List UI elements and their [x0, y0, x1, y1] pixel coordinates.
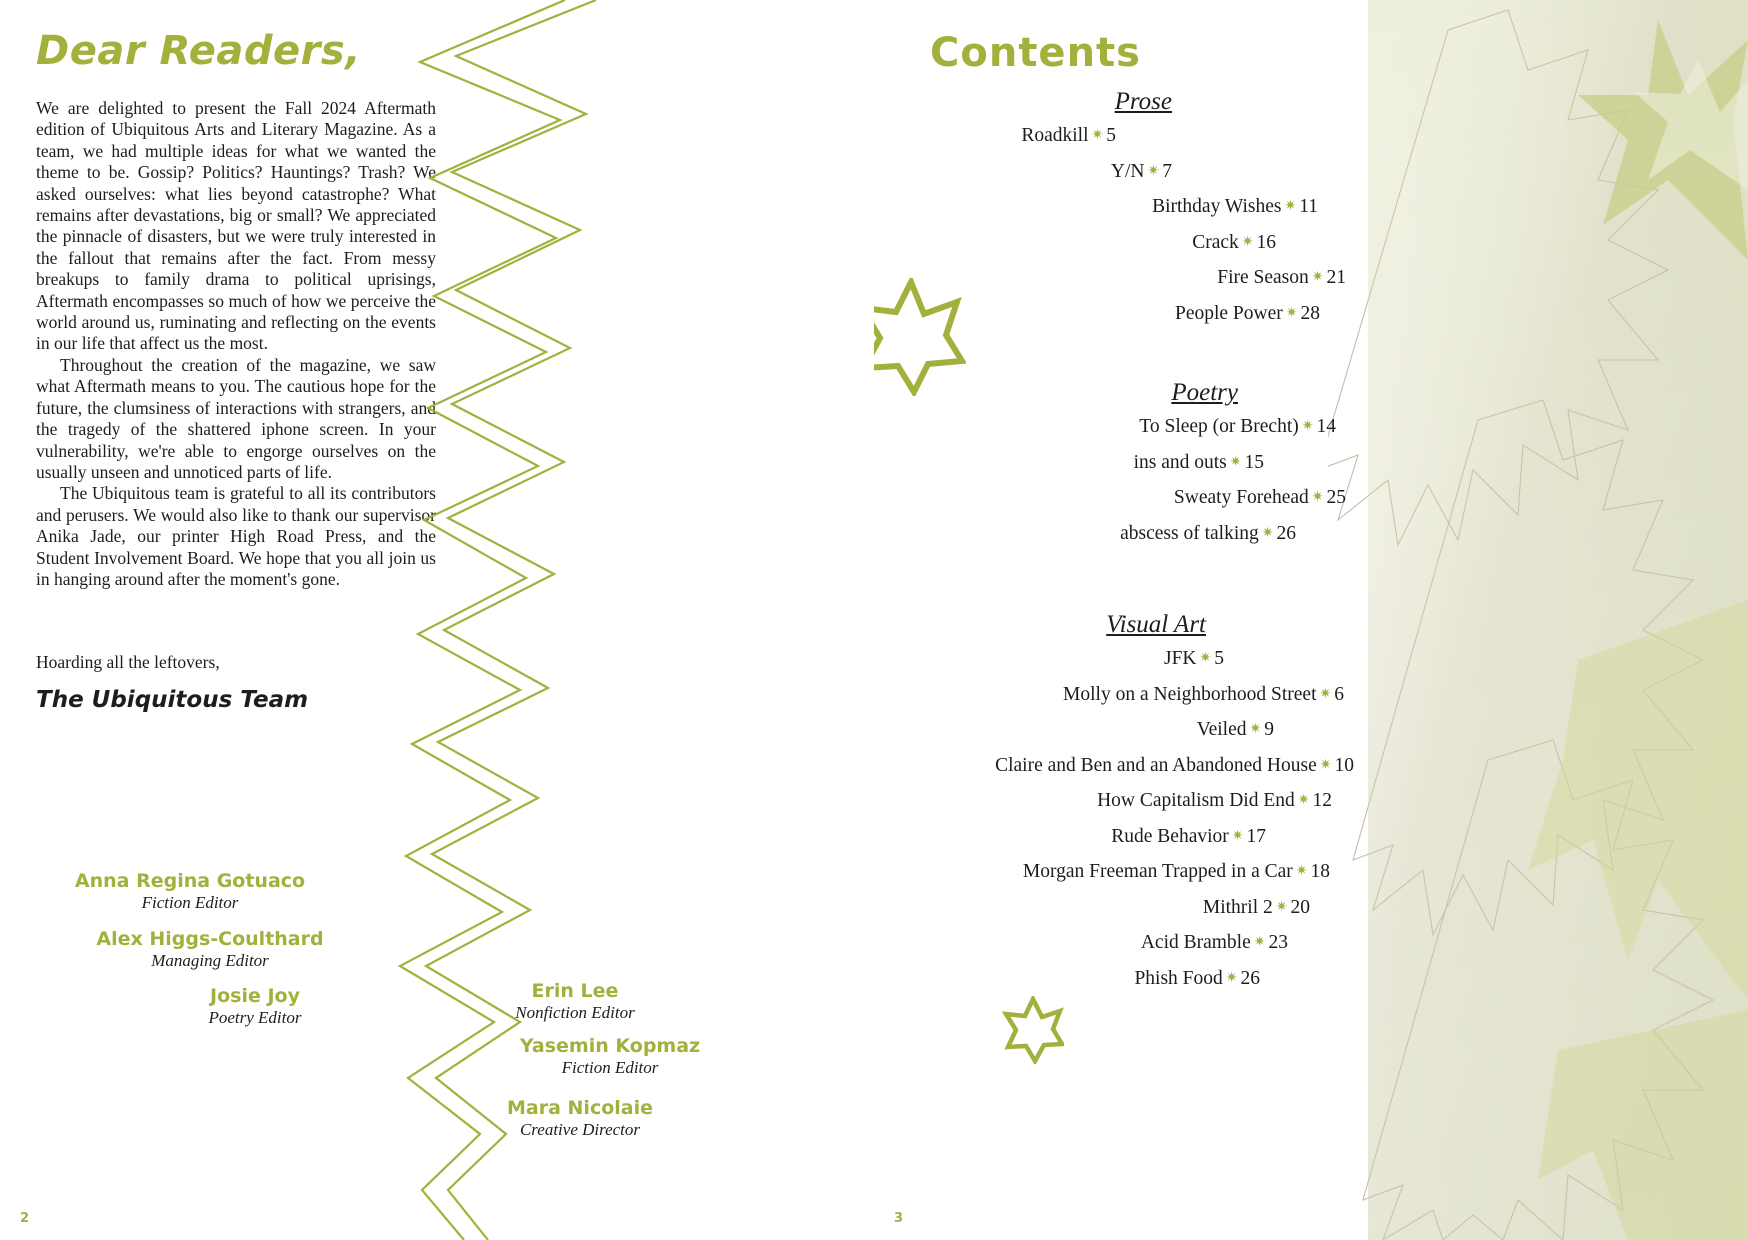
toc-entry-page: 25	[1326, 487, 1346, 508]
staff-role: Creative Director	[519, 1120, 641, 1139]
toc-entry-title: Acid Bramble	[1140, 932, 1251, 953]
toc-entry[interactable]	[874, 712, 1354, 748]
toc-section-title: Poetry	[1171, 379, 1238, 406]
editors-letter-body	[36, 98, 436, 590]
toc-entry-page: 12	[1312, 790, 1332, 811]
staff-role: Managing Editor	[151, 951, 269, 970]
toc-section-title: Visual Art	[1106, 611, 1206, 638]
toc-entry-page: 17	[1246, 825, 1266, 847]
toc-entry-title: People Power	[1174, 302, 1283, 324]
staff-name: Yasemin Kopmaz	[519, 1035, 701, 1057]
star-separator-icon: ✷	[1319, 686, 1332, 702]
toc-entry[interactable]	[874, 961, 1354, 997]
toc-entry-title: Y/N	[1110, 160, 1145, 182]
toc-entry-title: Fire Season	[1217, 267, 1309, 288]
letter-paragraph-1: We are delighted to present the Fall 2024 Aftermath edition of Ubiquitous Arts and Literary Magazine. As a team, we had multiple ideas for what we wanted the theme to be. Gossip? Politics? Hauntings? Trash? We asked ourselves: what lies beyond catastrophe? What remains after devastations, big or small? We appreciated the pinnacle of disasters, but we were truly interested in the fallout that remains after the fact. From messy breakups to family drama to political uprisings, Aftermath encompasses so much of how we perceive the world around us, ruminating and reflecting on the events in our life that affect us the most.	[36, 98, 436, 354]
star-separator-icon: ✷	[1253, 935, 1266, 950]
star-separator-icon: ✷	[1301, 419, 1314, 434]
toc-entry[interactable]	[874, 225, 1354, 261]
toc-entry[interactable]	[874, 409, 1354, 445]
staff-name: Josie Joy	[210, 985, 300, 1007]
toc-entry-title: Birthday Wishes	[1152, 196, 1282, 217]
star-separator-icon: ✷	[1249, 722, 1262, 737]
staff-role: Fiction Editor	[561, 1058, 659, 1077]
toc-entry-page: 23	[1268, 932, 1288, 953]
staff-credit-mara	[430, 1097, 730, 1140]
toc-entry-page: 26	[1240, 967, 1260, 989]
toc-entry-title: Mithril 2	[1202, 896, 1273, 918]
staff-credit-yasemin	[430, 1035, 790, 1078]
staff-name: Alex Higgs-Coulthard	[96, 928, 324, 950]
toc-entry[interactable]	[874, 118, 1354, 154]
toc-entry-page: 5	[1106, 125, 1116, 146]
toc-entry[interactable]	[874, 890, 1354, 926]
letter-signature: The Ubiquitous Team	[36, 687, 309, 713]
letter-paragraph-3: The Ubiquitous team is grateful to all its contributors and perusers. We would also like to thank our supervisor Anika Jade, our printer High Road Press, and the Student Involvement Board. We hope that you all join us in hanging around after the moment's gone.	[36, 483, 436, 589]
letter-paragraph-2: Throughout the creation of the magazine, we saw what Aftermath means to you. The cautious hope for the future, the clumsiness of interactions with strangers, and the tragedy of the shattered iphone screen. In your vulnerability, we're able to engorge ourselves on the usually unseen and unnoticed parts of life.	[36, 354, 436, 482]
toc-entry-title: Phish Food	[1134, 967, 1223, 989]
toc-entry-page: 18	[1310, 861, 1330, 882]
toc-entry-title: Claire and Ben and an Abandoned House	[995, 754, 1317, 776]
staff-credit-erin	[430, 980, 720, 1023]
toc-entry-title: How Capitalism Did End	[1097, 790, 1295, 811]
toc-entry-page: 26	[1276, 522, 1296, 544]
star-separator-icon: ✷	[1297, 793, 1310, 808]
toc-entry-title: ins and outs	[1133, 451, 1227, 473]
star-decoration-small-icon	[1002, 996, 1064, 1064]
star-separator-icon: ✷	[1285, 305, 1298, 321]
star-separator-icon: ✷	[1091, 128, 1104, 143]
toc-entry[interactable]	[874, 854, 1354, 890]
star-separator-icon: ✷	[1231, 828, 1244, 844]
letter-sign-off: Hoarding all the leftovers,	[36, 652, 220, 672]
toc-entry-page: 20	[1290, 896, 1310, 918]
staff-name: Anna Regina Gotuaco	[74, 870, 306, 892]
star-separator-icon: ✷	[1229, 454, 1242, 470]
toc-entry[interactable]	[874, 260, 1354, 296]
toc-entry[interactable]	[874, 189, 1354, 225]
toc-entry[interactable]	[874, 516, 1354, 552]
staff-name: Mara Nicolaie	[507, 1097, 653, 1119]
star-separator-icon: ✷	[1241, 234, 1254, 250]
toc-section-title: Prose	[1114, 88, 1172, 115]
star-separator-icon: ✷	[1147, 163, 1160, 179]
toc-section-poetry	[874, 379, 1354, 551]
toc-entry-page: 11	[1299, 196, 1318, 217]
toc-entry[interactable]	[874, 641, 1354, 677]
toc-entry[interactable]	[874, 783, 1354, 819]
toc-entry-title: Molly on a Neighborhood Street	[1063, 683, 1317, 705]
star-separator-icon: ✷	[1311, 270, 1324, 285]
staff-role: Fiction Editor	[141, 893, 239, 912]
star-separator-icon: ✷	[1319, 757, 1332, 773]
star-separator-icon: ✷	[1261, 525, 1274, 541]
toc-entry[interactable]	[874, 748, 1354, 784]
star-separator-icon: ✷	[1295, 864, 1308, 879]
toc-entry-page: 21	[1326, 267, 1346, 288]
staff-role: Poetry Editor	[208, 1008, 302, 1027]
toc-entry-title: Sweaty Forehead	[1173, 487, 1309, 508]
toc-section-visual-art	[874, 611, 1354, 996]
toc-entry-page: 16	[1256, 231, 1276, 253]
toc-entry[interactable]	[874, 925, 1354, 961]
toc-entry-title: Crack	[1192, 231, 1239, 253]
contents-title: Contents	[930, 30, 1141, 76]
page-title: Dear Readers,	[36, 28, 361, 74]
toc-section-prose	[874, 88, 1354, 331]
staff-credit-josie	[130, 985, 380, 1028]
toc-entry-page: 28	[1300, 302, 1320, 324]
toc-entry-page: 14	[1316, 416, 1336, 437]
toc-entry-title: Morgan Freeman Trapped in a Car	[1022, 861, 1293, 882]
star-separator-icon: ✷	[1225, 970, 1238, 986]
page-number-left: 2	[20, 1211, 30, 1226]
star-separator-icon: ✷	[1311, 490, 1324, 505]
toc-entry-title: abscess of talking	[1120, 522, 1259, 544]
toc-entry-page: 7	[1162, 160, 1172, 182]
toc-entry[interactable]	[874, 480, 1354, 516]
star-separator-icon: ✷	[1284, 199, 1297, 214]
toc-entry-page: 5	[1214, 648, 1224, 669]
staff-credit-alex	[40, 928, 380, 971]
staff-credit-anna	[40, 870, 340, 913]
toc-entry[interactable]	[874, 154, 1354, 190]
toc-entry-page: 15	[1244, 451, 1264, 473]
table-of-contents	[874, 88, 1354, 1000]
toc-entry-title: To Sleep (or Brecht)	[1139, 416, 1299, 437]
toc-entry-page: 9	[1264, 719, 1274, 740]
star-separator-icon: ✷	[1275, 899, 1288, 915]
toc-entry-title: Rude Behavior	[1111, 825, 1229, 847]
right-page	[874, 0, 1748, 1240]
toc-entry-title: JFK	[1163, 648, 1197, 669]
toc-entry-title: Veiled	[1196, 719, 1247, 740]
toc-entry-page: 6	[1334, 683, 1344, 705]
star-separator-icon: ✷	[1199, 651, 1212, 666]
toc-entry[interactable]	[874, 445, 1354, 481]
staff-role: Nonfiction Editor	[515, 1003, 635, 1022]
toc-entry[interactable]	[874, 819, 1354, 855]
toc-entry[interactable]	[874, 677, 1354, 713]
toc-entry-title: Roadkill	[1021, 125, 1089, 146]
page-number-right: 3	[894, 1211, 904, 1226]
toc-entry[interactable]	[874, 296, 1354, 332]
background-artwork	[1328, 0, 1748, 1240]
toc-entry-page: 10	[1334, 754, 1354, 776]
staff-name: Erin Lee	[531, 980, 619, 1002]
